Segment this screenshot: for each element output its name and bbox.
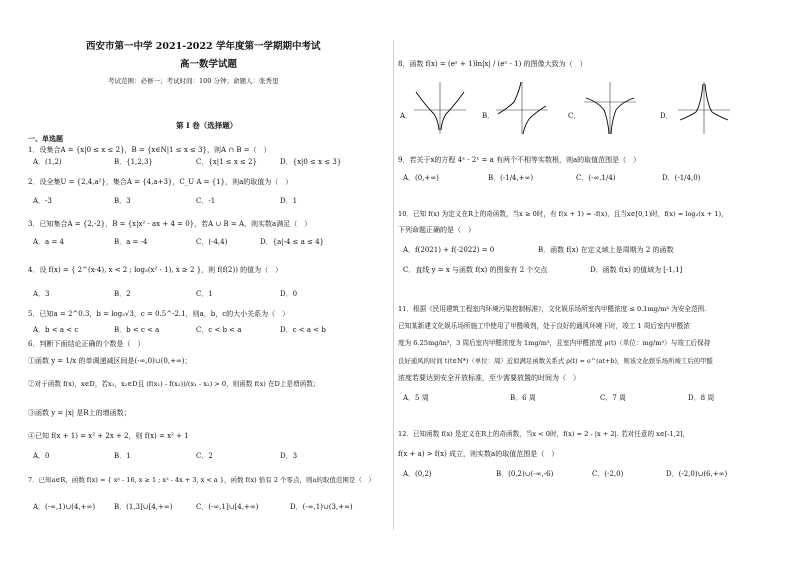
- q12-option-d: D．(-2,0)∪(6,+∞): [666, 470, 728, 478]
- q2-option-c: C．-1: [196, 197, 216, 205]
- q4-option-b: B．2: [114, 290, 131, 298]
- q9-option-c: C．(-∞,1/4): [576, 174, 616, 182]
- q4-option-c: C．1: [196, 290, 213, 298]
- q10-option-b: B．函数 f(x) 在定义域上是周期为 2 的函数: [538, 246, 674, 254]
- q4-option-d: D．0: [280, 290, 298, 298]
- q1-option-b: B．{1,2,3}: [114, 158, 153, 166]
- q8-graph-d: [676, 80, 732, 136]
- q8-option-b: B．: [482, 112, 495, 120]
- q7-option-a: A．(-∞,1)∪(4,+∞): [33, 503, 96, 511]
- q5-option-d: D．c < a < b: [280, 326, 326, 334]
- paper-subtitle: 高一数学试题: [180, 59, 238, 70]
- q6-option-b: B．1: [114, 452, 131, 460]
- q7-option-d: D．(-∞,1)∪(3,+∞): [290, 503, 353, 511]
- question-3: 3．已知集合A = {2,-2}，B = {x|x² - ax + 4 = 0}，若A ∪ B = A，则实数a满足（ ）: [28, 220, 312, 228]
- part-heading: 一、单选题: [28, 134, 63, 143]
- q6-statement-1: ①函数 y = 1/x 的单调递减区间是(-∞,0)∪(0,+∞)；: [28, 357, 192, 365]
- q12-option-b: B．(0,2)∪(-∞,-6): [496, 470, 554, 478]
- q5-option-c: C．c < b < a: [196, 326, 242, 334]
- exam-title: 西安市第一中学 2021-2022 学年度第一学期期中考试: [86, 41, 321, 52]
- q6-option-a: A．0: [33, 452, 50, 460]
- q6-statement-2: ②对于函数 f(x)，x∈D，若x₁，x₂∈D且 (f(x₁) - f(x₂))/(x₁ - x₂) > 0，则函数 f(x) 在D上是增函数；: [28, 380, 320, 388]
- question-7: 7．已知a∈R，函数 f(x) = { x² - 16, x ≥ 1 ; x² - 4x + 3, x < a }，函数 f(x) 恰有 2 个零点，则a的取值范围是（ ）: [28, 476, 375, 484]
- q7-option-c: C．(-∞,1]∪[4,+∞): [196, 503, 259, 511]
- q2-option-a: A．-3: [33, 197, 52, 205]
- q8-option-d: D．: [660, 112, 673, 120]
- question-11-line-1: 11．根据《民用建筑工程室内环境污染控制标准》，文化娱乐场所室内甲醛浓度 ≤ 0.1mg/m³ 为安全范围.: [398, 305, 707, 313]
- q9-option-b: B．(-1/4,+∞): [488, 174, 534, 182]
- q10-option-d: D．函数 f(x) 的值域为 [-1,1]: [590, 266, 683, 274]
- question-9: 9．若关于x的方程 4ˣ - 2ˣ = a 有两个不相等实数根，则a的取值范围是（ ）: [398, 156, 641, 164]
- q6-option-d: D．3: [280, 452, 298, 460]
- q4-option-a: A．3: [33, 290, 50, 298]
- q1-option-a: A．(1,2): [33, 158, 62, 166]
- question-10-line-2: 下列命题正确的是（ ）: [398, 226, 475, 234]
- q9-option-d: D．(-1/4,0): [662, 174, 701, 182]
- q2-option-d: D．1: [280, 197, 298, 205]
- question-11-line-3: 度为 6.25mg/m³，3 周后室内甲醛浓度为 1mg/m³，且室内甲醛浓度 ρ(t)（单位：mg/m³）与竣工后保持: [398, 339, 711, 347]
- volume-title: 第 I 卷（选择题）: [176, 121, 238, 130]
- q12-option-c: C．(-2,0): [592, 470, 624, 478]
- q8-graph-c: [582, 80, 638, 136]
- question-4: 4．设 f(x) = { 2^(x-4), x < 2 ; log₃(x² - 1), x ≥ 2 }，则 f(f(2)) 的值为（ ）: [28, 266, 283, 274]
- question-11-line-5: 浓度若要达到安全开放标准，至少需要放置的时间为（ ）: [398, 374, 580, 382]
- exam-meta: 考试范围：必修一；考试时间：100 分钟；命题人：张秀里: [108, 77, 279, 85]
- q10-option-a: A．f(2021) + f(-2022) = 0: [403, 246, 495, 254]
- q7-option-b: B．(1,3]∪[4,+∞): [114, 503, 173, 511]
- q1-option-d: D．{x|0 ≤ x ≤ 3}: [280, 158, 342, 166]
- q5-option-a: A．b < a < c: [33, 326, 79, 334]
- q3-option-b: B．a = -4: [114, 238, 148, 246]
- q6-statement-3: ③函数 y = |x| 是R上的增函数；: [28, 409, 131, 417]
- question-10-line-1: 10．已知 f(x) 为定义在R上的奇函数，当x ≥ 0时，有 f(x + 1) = -f(x)，且当x∈[0,1)时，f(x) = log₂(x + 1)，: [398, 210, 728, 218]
- q11-option-d: D．8 周: [688, 394, 715, 402]
- q2-option-b: B．3: [114, 197, 131, 205]
- q11-option-a: A．5 周: [403, 394, 429, 402]
- q8-option-c: C．: [568, 112, 581, 120]
- q6-statement-4: ④已知 f(x + 1) = x² + 2x + 2，则 f(x) = x² + 1: [28, 432, 189, 440]
- q8-graph-a: [412, 80, 468, 136]
- question-11-line-4: 良好通风的时间 t(t∈N*)（单位：周）近似满足函数关系式 ρ(t) = e^(at+b)，则该文化娱乐场所竣工后的甲醛: [398, 357, 713, 365]
- q8-graph-b: [494, 80, 550, 136]
- question-1: 1．设集合A = {x|0 ≤ x ≤ 2}，B = {x∈N|1 ≤ x ≤ 3}，则A ∩ B =（ ）: [28, 146, 271, 154]
- question-12-line-1: 12．已知函数 f(x) 是定义在R上的奇函数，当x < 0时，f(x) = 2 - |x + 2|. 若对任意的 x∈[-1,2]，: [398, 430, 690, 438]
- question-6: 6．判断下面结论正确的个数是（ ）: [28, 340, 145, 348]
- q11-option-c: C．7 周: [600, 394, 627, 402]
- q1-option-c: C．{x|1 ≤ x ≤ 2}: [196, 158, 258, 166]
- question-12-line-2: f(x + a) > f(x) 成立，则实数a的取值范围是（ ）: [398, 450, 559, 458]
- q5-option-b: B．b < c < a: [114, 326, 160, 334]
- question-8: 8．函数 f(x) = (eˣ + 1)ln|x| / (eˣ - 1) 的图像大致为（ ）: [398, 60, 587, 68]
- question-2: 2．设全集U = {2,4,a²}，集合A = {4,a+3}，C_U A = {1}，则a的取值为（ ）: [28, 178, 293, 186]
- question-5: 5．已知a = 2^0.3，b = log₂√3，c = 0.5^-2.1，则a，b，c的大小关系为（ ）: [28, 310, 290, 318]
- q11-option-b: B．6 周: [510, 394, 536, 402]
- question-11-line-2: 已知某新建文化娱乐场所施工中使用了甲醛喷剂，处于良好的通风环境下时，竣工 1 周后室内甲醛浓: [398, 322, 690, 330]
- q6-option-c: C．2: [196, 452, 213, 460]
- q9-option-a: A．(0,+∞): [403, 174, 439, 182]
- q12-option-a: A．(0,2): [403, 470, 432, 478]
- q3-option-d: D．{a|-4 ≤ a ≤ 4}: [260, 238, 325, 246]
- column-divider: [393, 40, 394, 530]
- q8-option-a: A．: [400, 112, 413, 120]
- q10-option-c: C．直线 y = x 与函数 f(x) 的图象有 2 个交点: [403, 266, 548, 274]
- q3-option-a: A．a = 4: [33, 238, 64, 246]
- q3-option-c: C．(-4,4): [196, 238, 228, 246]
